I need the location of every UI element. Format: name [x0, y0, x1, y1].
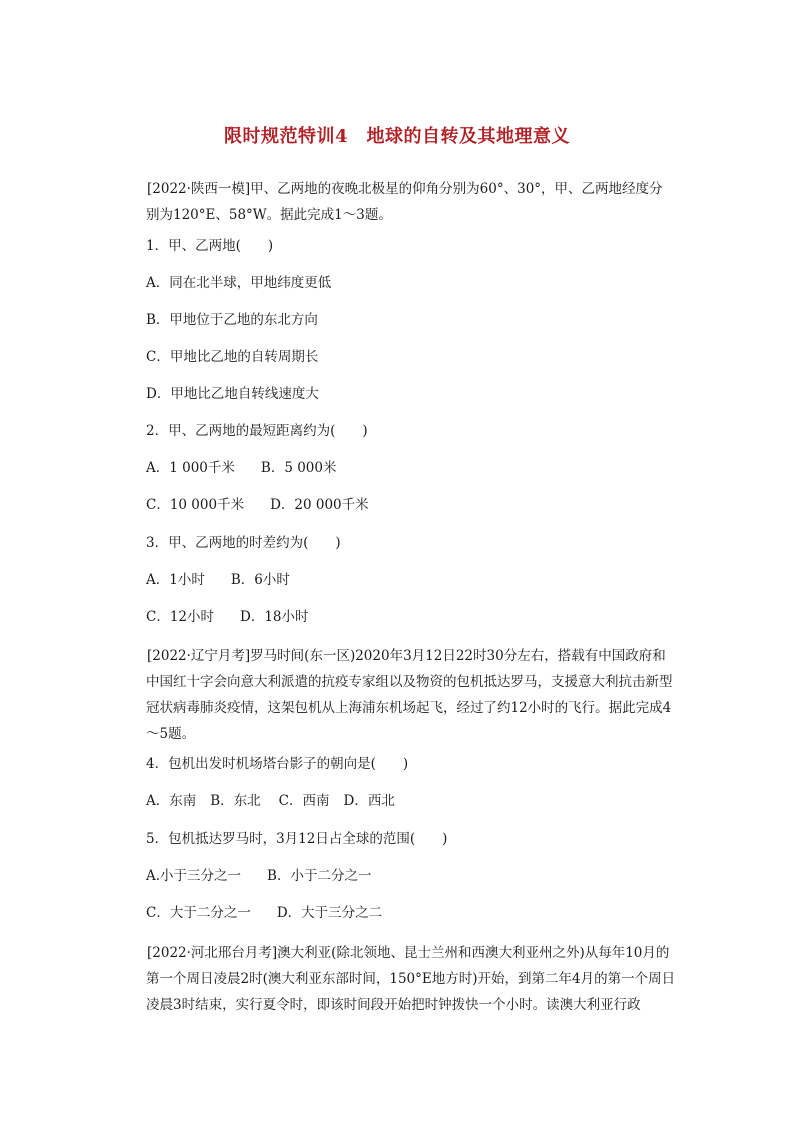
intro-paragraph-1: [2022·陕西一模]甲、乙两地的夜晚北极星的仰角分别为60°、30°，甲、乙两地经度分别为120°E、58°W。据此完成1～3题。 — [146, 181, 663, 223]
question-2-option-a: A．1 000千米 — [146, 460, 235, 476]
question-2-option-d: D．20 000千米 — [270, 497, 369, 513]
intro-paragraph-2: [2022·辽宁月考]罗马时间(东一区)2020年3月12日22时30分左右，搭载有中国政府和中国红十字会向意大利派遣的抗疫专家组以及物资的包机抵达罗马，支援意大利抗击新型冠状病毒肺炎疫情，这架包机从上海浦东机场起飞，经过了约12小时的飞行。据此完成4～5题。 — [146, 648, 673, 742]
question-3-option-a: A．1小时 — [146, 572, 205, 588]
question-5-option-d: D．大于三分之二 — [276, 905, 383, 921]
question-3-option-c: C．12小时 — [146, 609, 215, 625]
question-1-stem: 1．甲、乙两地( ) — [146, 238, 274, 254]
question-5-option-c: C．大于二分之一 — [146, 905, 251, 921]
question-4-option-b: B．东北 — [210, 793, 261, 809]
question-1-option-a: A．同在北半球，甲地纬度更低 — [146, 275, 332, 291]
question-1-option-c: C．甲地比乙地的自转周期长 — [146, 349, 319, 365]
question-5-option-a: A.小于三分之一 — [146, 868, 242, 884]
question-2-option-b: B．5 000米 — [260, 460, 337, 476]
question-1-option-b: B．甲地位于乙地的东北方向 — [146, 312, 318, 328]
question-2-option-c: C．10 000千米 — [146, 497, 245, 513]
question-4-stem: 4．包机出发时机场塔台影子的朝向是( ) — [146, 756, 409, 772]
question-5-options-cd — [146, 903, 382, 923]
question-4-option-d: D．西北 — [343, 793, 395, 809]
question-1-option-d: D．甲地比乙地自转线速度大 — [146, 386, 319, 402]
question-2-stem: 2．甲、乙两地的最短距离约为( ) — [146, 423, 368, 439]
question-3-stem: 3．甲、乙两地的时差约为( ) — [146, 535, 341, 551]
question-5-option-b: B．小于二分之一 — [267, 868, 372, 884]
question-3-option-b: B．6小时 — [230, 572, 290, 588]
question-3-options-cd — [146, 607, 309, 627]
question-5-options-ab — [146, 866, 371, 886]
question-4-options — [146, 791, 395, 811]
question-4-option-c: C．西南 — [278, 793, 330, 809]
question-5-stem: 5．包机抵达罗马时，3月12日占全球的范围( ) — [146, 831, 448, 847]
question-3-option-d: D．18小时 — [240, 609, 309, 625]
intro-paragraph-3: [2022·河北邢台月考]澳大利亚(除北领地、昆士兰州和西澳大利亚州之外)从每年10月的第一个周日凌晨2时(澳大利亚东部时间，150°E地方时)开始，到第二年4月的第一个周日凌晨3时结束，实行夏令时，即该时间段开始把时钟拨快一个小时。读澳大利亚行政 — [146, 945, 676, 1013]
question-2-options-ab — [146, 458, 336, 478]
page-title: 限时规范特训4 地球的自转及其地理意义 — [223, 126, 571, 147]
question-3-options-ab — [146, 570, 290, 590]
question-2-options-cd — [146, 495, 369, 515]
question-4-option-a: A．东南 — [146, 793, 197, 809]
